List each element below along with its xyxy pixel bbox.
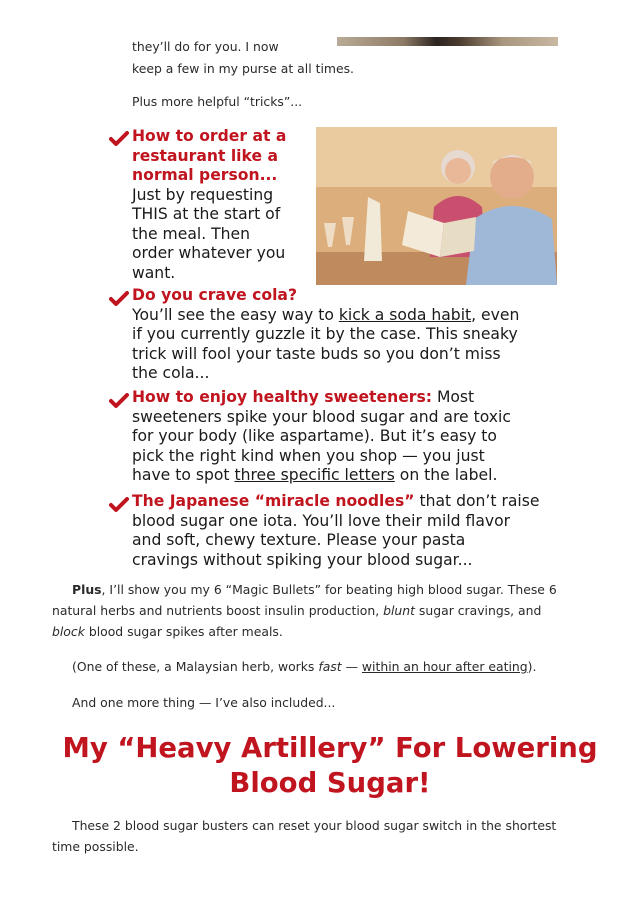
bullet-body-line: cravings without spiking your blood sugar... — [132, 550, 473, 569]
bullet-body-line: the cola... — [132, 364, 210, 382]
checkmark-icon — [109, 291, 129, 307]
closing-paragraph: These 2 blood sugar busters can reset your blood sugar switch in the shortest time possible. — [52, 818, 557, 854]
bullet-body-line: You’ll see the easy way to kick a soda habit, even — [132, 305, 520, 324]
bullet-body-line: trick will fool your taste buds so you don’t miss — [132, 344, 501, 363]
bullet-body-line: if you currently guzzle it by the case. This sneaky — [132, 325, 518, 343]
kick-soda-habit-link[interactable]: kick a soda habit — [338, 305, 472, 324]
bullet-title-line: How to enjoy healthy sweeteners: Most — [132, 388, 475, 406]
intro-line-2: keep a few in my purse at all times. — [132, 61, 354, 76]
bullet-title-line: How to order at a — [132, 127, 287, 145]
bullet-title-line: The Japanese “miracle noodles” that don’t raise — [132, 492, 540, 510]
intro-line-1: they’ll do for you. I now — [132, 39, 279, 54]
malaysian-herb-line: (One of these, a Malaysian herb, works fast — within an hour after eating). — [72, 659, 537, 674]
checkmark-icon — [109, 131, 129, 147]
checkmark-icon — [109, 497, 129, 513]
one-more-thing: And one more thing — I’ve also included... — [72, 695, 336, 710]
top-photo-fragment — [337, 37, 558, 46]
bullet-body-line: have to spot three specific letters on the label. — [132, 466, 498, 484]
bullet-restaurant — [132, 127, 312, 283]
bullet-title-line: normal person... — [132, 166, 278, 184]
bullet-body-line: THIS at the start of — [132, 205, 281, 223]
bullet-body-line: Just by requesting — [132, 185, 274, 204]
bullet-sweeteners — [132, 388, 552, 486]
bullet-body-line: for your body (like aspartame). But it’s easy to — [132, 427, 497, 445]
bullet-body-line: pick the right kind when you shop — you just — [132, 446, 485, 465]
bullet-noodles — [132, 492, 552, 570]
three-specific-letters-link[interactable]: three specific letters — [234, 466, 395, 484]
bullet-body-line: order whatever you — [132, 244, 286, 262]
bullet-body-line: sweeteners spike your blood sugar and are toxic — [132, 407, 511, 426]
bullet-cola — [132, 286, 552, 384]
checkmark-icon — [109, 393, 129, 409]
within-an-hour-link[interactable]: within an hour after eating — [361, 659, 528, 674]
bullet-body-line: blood sugar one iota. You’ll love their mild flavor — [132, 511, 511, 530]
bullet-body-line: the meal. Then — [132, 224, 251, 243]
bullet-title: Do you crave cola? — [132, 286, 297, 304]
elderly-couple-photo — [316, 127, 557, 285]
bullet-title-line: restaurant like a — [132, 146, 278, 165]
intro-tricks: Plus more helpful “tricks”... — [132, 94, 303, 109]
bullet-body-line: want. — [132, 263, 176, 282]
heavy-artillery-heading: My “Heavy Artillery” For Lowering Blood Sugar! — [62, 732, 598, 799]
bullet-body-line: and soft, chewy texture. Please your pasta — [132, 531, 466, 549]
magic-bullets-paragraph: Plus, I’ll show you my 6 “Magic Bullets” for beating high blood sugar. These 6 natural herbs and nutrients boost insulin production, blunt sugar cravings, and block blood sugar spikes after meals. — [52, 582, 557, 639]
